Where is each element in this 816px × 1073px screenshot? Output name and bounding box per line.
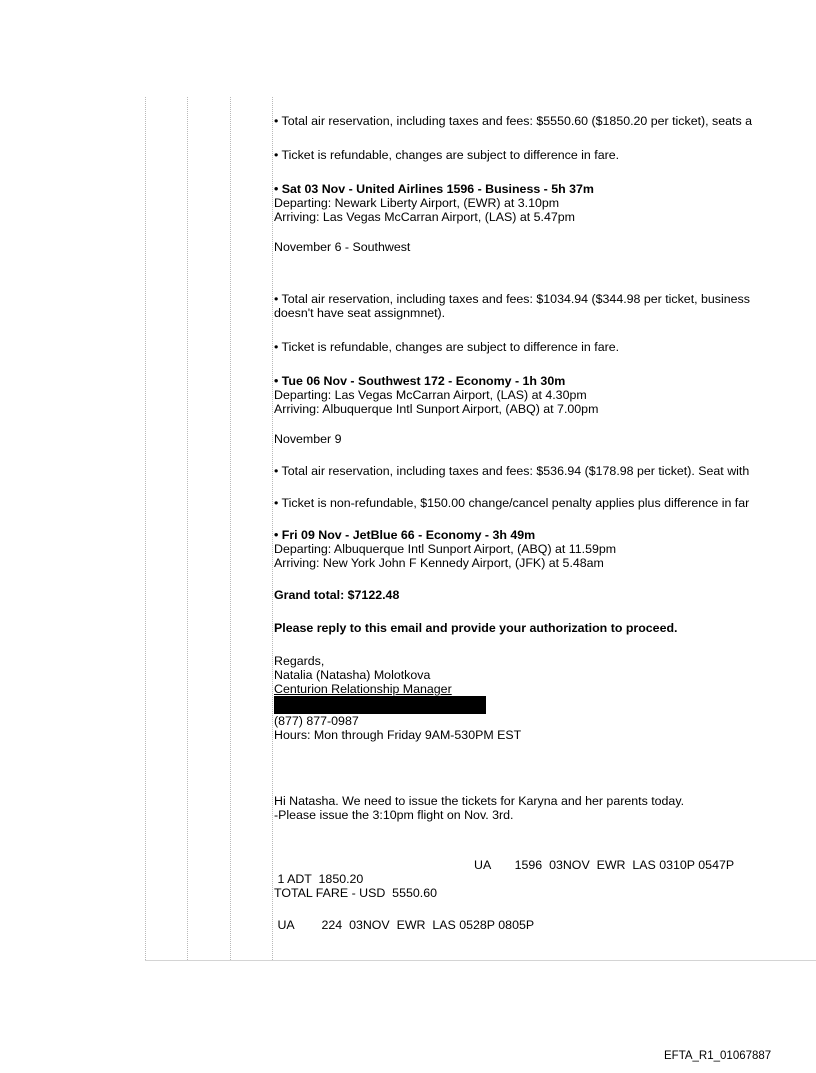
fare-segment: UA 1596 03NOV EWR LAS 0310P 0547P bbox=[474, 858, 735, 872]
flight-arriving: Arriving: Las Vegas McCarran Airport, (LAS) at 5.47pm bbox=[274, 210, 575, 224]
flight-title: • Tue 06 Nov - Southwest 172 - Economy - 1h 30m bbox=[274, 374, 566, 388]
reply-line: -Please issue the 3:10pm flight on Nov. 3rd. bbox=[274, 808, 514, 822]
flight-departing: Departing: Las Vegas McCarran Airport, (LAS) at 4.30pm bbox=[274, 388, 587, 402]
flight-title: • Fri 09 Nov - JetBlue 66 - Economy - 3h 49m bbox=[274, 528, 536, 542]
quote-indent-line bbox=[230, 97, 231, 960]
refund-policy: • Ticket is refundable, changes are subject to difference in fare. bbox=[274, 148, 620, 162]
reservation-total: • Total air reservation, including taxes and fees: $5550.60 ($1850.20 per ticket), seats a bbox=[274, 114, 752, 128]
fare-alt-segment: UA 224 03NOV EWR LAS 0528P 0805P bbox=[274, 918, 535, 932]
reply-line: Hi Natasha. We need to issue the tickets for Karyna and her parents today. bbox=[274, 794, 685, 808]
flight-departing: Departing: Albuquerque Intl Sunport Airport, (ABQ) at 11.59pm bbox=[274, 542, 617, 556]
quote-indent-line bbox=[272, 97, 273, 960]
reservation-total: • Total air reservation, including taxes and fees: $1034.94 ($344.98 per ticket, business bbox=[274, 292, 750, 306]
authorization-request: Please reply to this email and provide your authorization to proceed. bbox=[274, 621, 678, 635]
signature-title: Centurion Relationship Manager bbox=[274, 682, 452, 696]
flight-title: • Sat 03 Nov - United Airlines 1596 - Business - 5h 37m bbox=[274, 182, 594, 196]
document-id: EFTA_R1_01067887 bbox=[664, 1050, 772, 1062]
fare-passenger: 1 ADT 1850.20 bbox=[274, 872, 364, 886]
refund-policy: • Ticket is non-refundable, $150.00 change/cancel penalty applies plus difference in far bbox=[274, 496, 750, 510]
quote-indent-line bbox=[187, 97, 188, 960]
signature-phone: (877) 877-0987 bbox=[274, 714, 359, 728]
signature-name: Natalia (Natasha) Molotkova bbox=[274, 668, 431, 682]
redaction-bar bbox=[274, 696, 486, 714]
grand-total: Grand total: $7122.48 bbox=[274, 588, 400, 602]
signature-regards: Regards, bbox=[274, 654, 325, 668]
email-body bbox=[274, 114, 816, 932]
refund-policy: • Ticket is refundable, changes are subject to difference in fare. bbox=[274, 340, 620, 354]
fare-total: TOTAL FARE - USD 5550.60 bbox=[274, 886, 437, 900]
flight-arriving: Arriving: New York John F Kennedy Airport, (JFK) at 5.48am bbox=[274, 556, 604, 570]
flight-arriving: Arriving: Albuquerque Intl Sunport Airport, (ABQ) at 7.00pm bbox=[274, 402, 599, 416]
section-heading: November 6 - Southwest bbox=[274, 240, 411, 254]
quote-indent-line bbox=[145, 97, 146, 960]
reservation-total: • Total air reservation, including taxes and fees: $536.94 ($178.98 per ticket). Seat with bbox=[274, 464, 750, 478]
signature-hours: Hours: Mon through Friday 9AM-530PM EST bbox=[274, 728, 522, 742]
flight-departing: Departing: Newark Liberty Airport, (EWR) at 3.10pm bbox=[274, 196, 560, 210]
reservation-total-continued: doesn't have seat assignmnet). bbox=[274, 306, 446, 320]
section-heading: November 9 bbox=[274, 432, 342, 446]
